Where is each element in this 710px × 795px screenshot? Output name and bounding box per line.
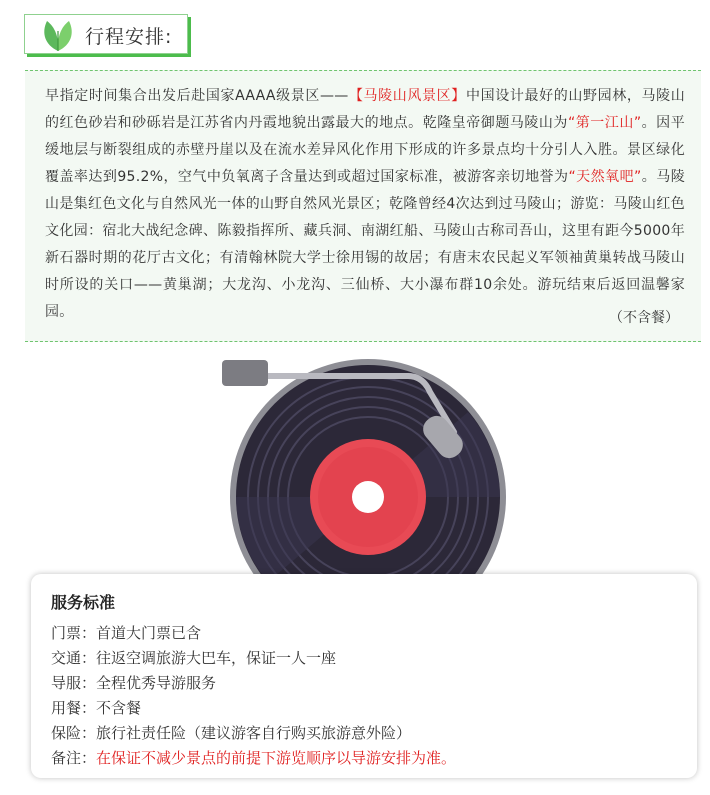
section-header [24,14,188,54]
oxygen-highlight: “天然氧吧” [568,169,642,185]
row-value: 首道大门票已含 [96,624,202,642]
service-row-guide [51,671,677,696]
itinerary-text-part: 。因平缓地层与断裂组成的赤壁丹崖以及在流水差异风化作用下形成的许多景点均十分引人入胜。景区绿化覆盖率达到95.2%，空气中负氧离子含量达到或超过国家标准，被游客亲切地誉为 [45,115,686,185]
title-highlight: “第一江山” [567,115,642,131]
itinerary-text-part: 。马陵山是集红色文化与自然风光一体的山野自然风光景区；乾隆曾经4次达到过马陵山；游览：马陵山红色文化园：宿北大战纪念碑、陈毅指挥所、藏兵洞、南湖红船、马陵山古称司吾山，这里有距今5000年新石器时期的花厅古文化；有清翰林院大学士徐用锡的故居；有唐末农民起义军领袖黄巢转战马陵山时所设的关口——黄巢湖；大龙沟、小龙沟、三仙桥、大小瀑布群10余处。游玩结束后返回温馨家园。 [45,169,686,320]
service-row-meal [51,696,677,721]
scenic-area-highlight: 【马陵山风景区】 [348,88,466,104]
service-row-remark [51,746,677,771]
itinerary-text [45,83,685,326]
service-row-ticket [51,621,677,646]
service-standard-card [31,574,697,778]
no-meal-note: （不含餐） [609,310,679,326]
itinerary-box [25,70,701,342]
itinerary-text-part: 中国设计最好的山野园林，马陵山的红色砂岩和砂砾岩是江苏省内丹霞地貌出露最大的地点。乾隆皇帝御题马陵山为 [45,88,685,131]
row-label: 备注： [51,749,97,767]
row-label: 门票： [51,624,97,642]
service-row-insurance [51,721,677,746]
itinerary-text-part: 早指定时间集合出发后赴国家AAAA级景区—— [45,88,349,104]
row-value: 旅行社责任险（建议游客自行购买旅游意外险） [96,724,412,742]
vinyl-record-icon [218,352,518,582]
section-title: 行程安排: [85,26,173,48]
row-label: 交通： [51,649,97,667]
leaf-icon [39,17,77,53]
row-label: 保险： [51,724,97,742]
row-label: 用餐： [51,699,97,717]
service-title: 服务标准 [51,593,116,612]
service-row-transport [51,646,677,671]
remark-value: 在保证不减少景点的前提下游览顺序以导游安排为准。 [96,749,457,767]
row-value: 往返空调旅游大巴车，保证一人一座 [96,649,337,667]
row-value: 全程优秀导游服务 [96,674,217,692]
row-value: 不含餐 [96,699,142,717]
row-label: 导服： [51,674,97,692]
